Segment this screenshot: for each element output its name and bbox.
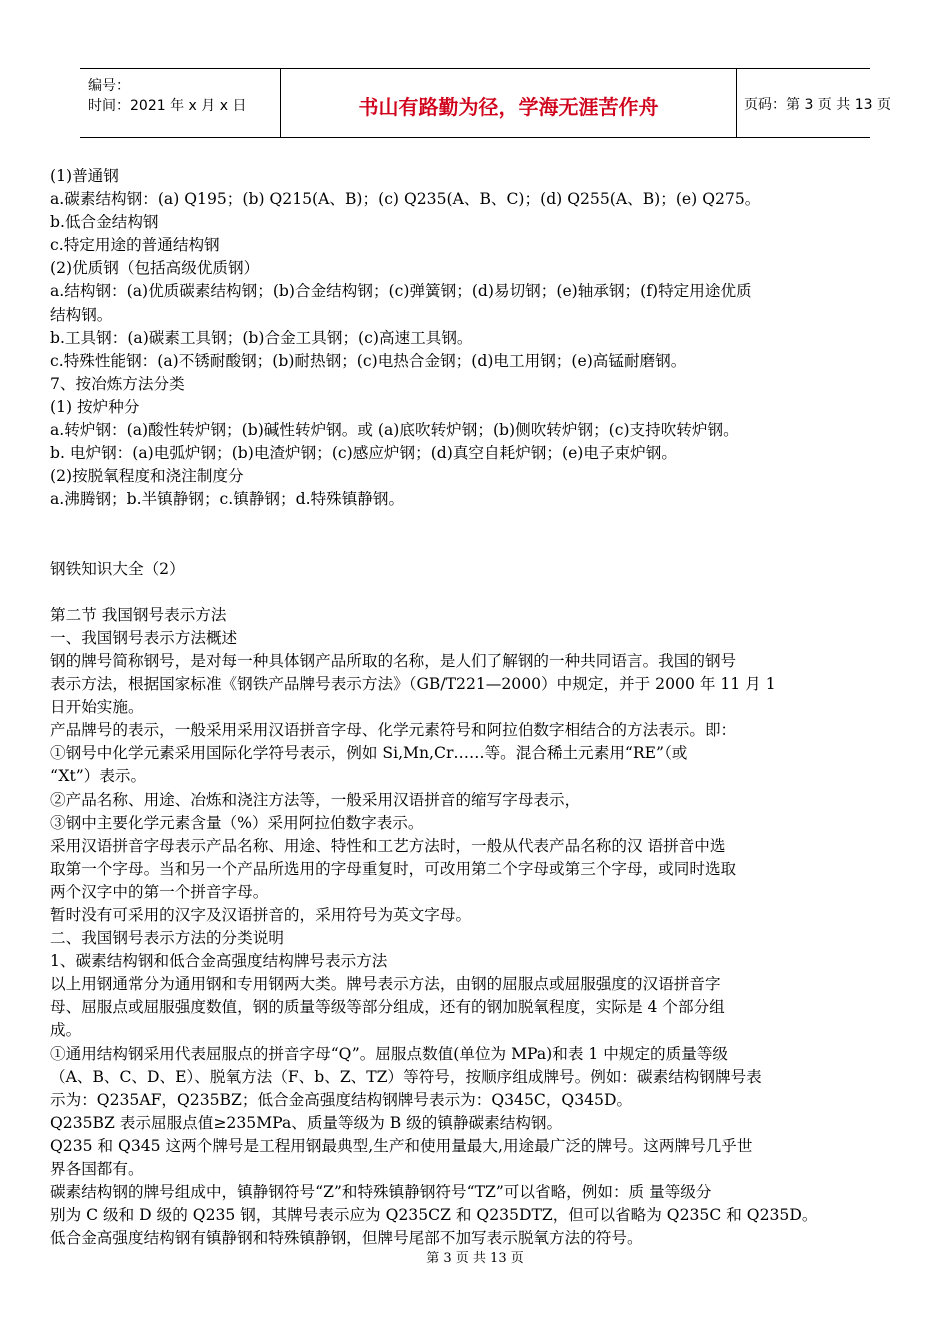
page-header [80,68,891,138]
text-line: c.特定用途的普通结构钢 [50,236,220,255]
text-line: 钢的牌号简称钢号，是对每一种具体钢产品所取的名称，是人们了解钢的一种共同语言。我国的钢号 [50,651,737,670]
header-right-cell [736,69,891,137]
text-line: b. 电炉钢：(a)电弧炉钢；(b)电渣炉钢；(c)感应炉钢；(d)真空自耗炉钢；(e)电子束炉钢。 [50,444,677,463]
text-line: ②产品名称、用途、冶炼和浇注方法等，一般采用汉语拼音的缩写字母表示， [50,790,581,809]
text-line: b.工具钢：(a)碳素工具钢；(b)合金工具钢；(c)高速工具钢。 [50,328,473,347]
text-line: 结构钢。 [50,305,113,324]
text-line: 暂时没有可采用的汉字及汉语拼音的，采用符号为英文字母。 [50,906,472,924]
text-line: 产品牌号的表示，一般采用采用汉语拼音字母、化学元素符号和阿拉伯数字相结合的方法表示。即： [50,721,737,740]
text-line: 两个汉字中的第一个拼音字母。 [50,882,269,901]
text-line: b.低合金结构钢 [50,213,159,232]
text-line: 低合金高强度结构钢有镇静钢和特殊镇静钢，但牌号尾部不加写表示脱氧方法的符号。 [50,1229,643,1248]
text-line: Q235BZ 表示屈服点值≥235MPa、质量等级为 B 级的镇静碳素结构钢。 [50,1113,563,1132]
text-line: “Xt”）表示。 [50,767,147,786]
text-line: a.碳素结构钢：(a) Q195；(b) Q215(A、B)；(c) Q235(A、B、C)；(d) Q255(A、B)；(e) Q275。 [50,190,761,209]
text-line: ①通用结构钢采用代表屈服点的拼音字母“Q”。屈服点数值(单位为 MPa)和表 1 中规定的质量等级 [50,1044,729,1063]
text-line: 别为 C 级和 D 级的 Q235 钢，其牌号表示应为 Q235CZ 和 Q235DTZ，但可以省略为 Q235C 和 Q235D。 [50,1206,818,1225]
text-line: 母、屈服点或屈服强度数值，钢的质量等级等部分组成，还有的钢加脱氧程度，实际是 4 个部分组 [50,998,725,1017]
text-line: a.沸腾钢；b.半镇静钢；c.镇静钢；d.特殊镇静钢。 [50,490,405,509]
text-line: 以上用钢通常分为通用钢和专用钢两大类。牌号表示方法，由钢的屈服点或屈服强度的汉语拼音字 [50,975,721,994]
document-date: 时间：2021 年 x 月 x 日 [88,98,247,114]
document-body [50,165,900,1250]
text-line: 采用汉语拼音字母表示产品名称、用途、特性和工艺方法时，一般从代表产品名称的汉 语拼音中选 [50,836,726,855]
text-line: 表示方法，根据国家标准《钢铁产品牌号表示方法》（GB/T221—2000）中规定，并于 2000 年 11 月 1 [50,675,776,694]
text-line: (2)按脱氧程度和浇注制度分 [50,467,244,486]
text-line [50,581,900,604]
page-footer: 第 3 页 共 13 页 [426,1251,524,1266]
header-motto-cell [280,69,737,137]
document-number: 编号： [88,78,130,94]
header-left-cell [80,69,280,137]
text-line: (1) 按炉种分 [50,397,140,416]
text-line: ①钢号中化学元素采用国际化学符号表示，例如 Si,Mn,Cr……等。混合稀土元素用“RE”（或 [50,744,688,763]
text-line: ③钢中主要化学元素含量（%）采用阿拉伯数字表示。 [50,813,424,832]
text-line: 碳素结构钢的牌号组成中，镇静钢符号“Z”和特殊镇静钢符号“TZ”可以省略，例如：质 量等级分 [50,1183,712,1202]
text-line: 日开始实施。 [50,698,144,717]
text-line: 7、按冶炼方法分类 [50,374,185,393]
text-line: 一、我国钢号表示方法概述 [50,628,238,647]
header-page-number: 页码：第 3 页 共 13 页 [744,97,891,113]
text-line: 二、我国钢号表示方法的分类说明 [50,929,284,948]
text-line: 钢铁知识大全（2） [50,559,185,578]
text-line [50,535,900,558]
text-line: （A、B、C、D、E）、脱氧方法（F、b、Z、TZ）等符号，按顺序组成牌号。例如：碳素结构钢牌号表 [50,1067,762,1086]
text-line: (1)普通钢 [50,167,119,185]
text-line: a.结构钢：(a)优质碳素结构钢；(b)合金结构钢；(c)弹簧钢；(d)易切钢；(e)轴承钢；(f)特定用途优质 [50,282,752,301]
text-line: c.特殊性能钢：(a)不锈耐酸钢；(b)耐热钢；(c)电热合金钢；(d)电工用钢；(e)高锰耐磨钢。 [50,351,687,370]
text-line: (2)优质钢（包括高级优质钢） [50,259,260,278]
text-line: 1、碳素结构钢和低合金高强度结构牌号表示方法 [50,952,388,971]
text-line: Q235 和 Q345 这两个牌号是工程用钢最典型,生产和使用量最大,用途最广泛的牌号。这两牌号几乎世 [50,1136,753,1155]
text-line [50,511,900,534]
text-line: 取第一个字母。当和另一个产品所选用的字母重复时，可改用第二个字母或第三个字母，或同时选取 [50,859,737,878]
text-line: 成。 [50,1021,82,1040]
text-line: 界各国都有。 [50,1160,144,1179]
text-line: 示为：Q235AF，Q235BZ；低合金高强度结构钢牌号表示为：Q345C，Q345D。 [50,1090,633,1109]
text-line: 第二节 我国钢号表示方法 [50,605,227,624]
header-motto: 书山有路勤为径，学海无涯苦作舟 [358,95,659,119]
text-line: a.转炉钢：(a)酸性转炉钢；(b)碱性转炉钢。或 (a)底吹转炉钢；(b)侧吹转炉钢；(c)支持吹转炉钢。 [50,421,739,440]
